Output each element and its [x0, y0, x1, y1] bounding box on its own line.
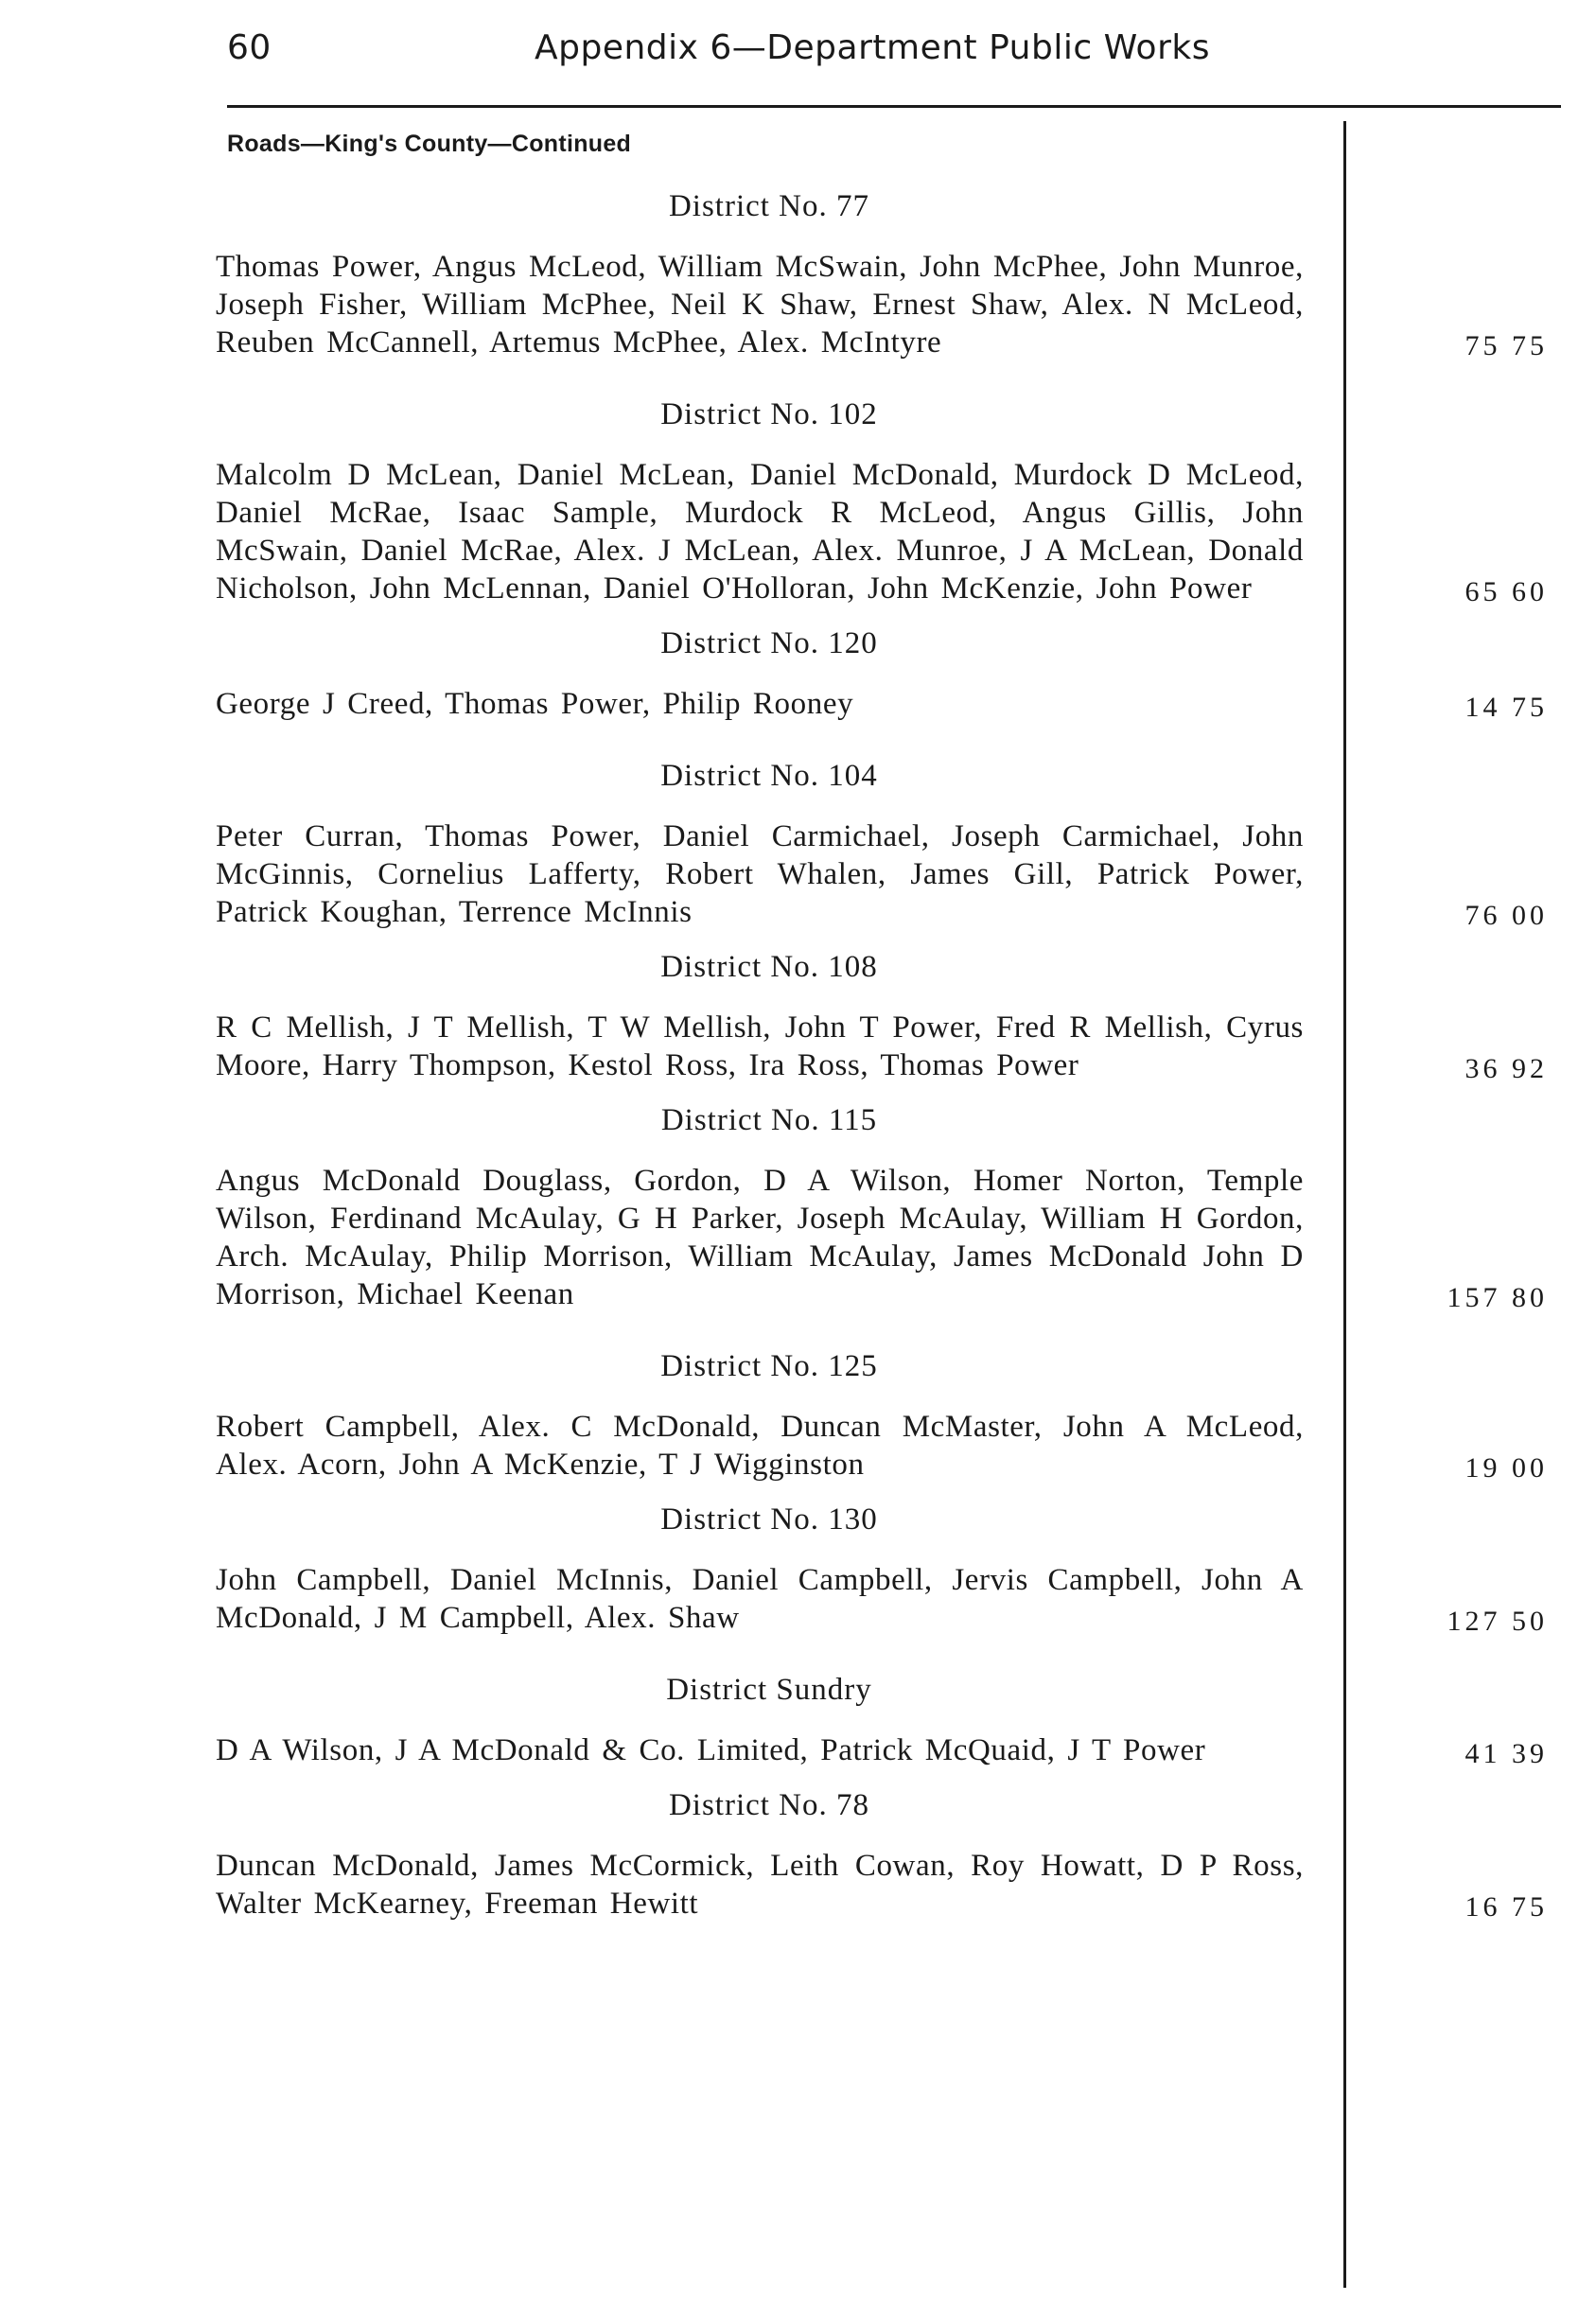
district-130 [216, 1501, 1569, 1637]
page-header [227, 28, 1552, 85]
district-120 [216, 624, 1569, 723]
district-entry [216, 456, 1569, 607]
district-names: Angus McDonald Douglass, Gordon, D A Wilson, Homer Norton, Temple Wilson, Ferdinand McAulay, G H Parker, Joseph McAulay, William H Gordon, Arch. McAulay, Philip Morrison, William McAulay, James McDonald John D Morrison, Michael Keenan [216, 1164, 1304, 1311]
district-amount: 76 00 [1464, 900, 1548, 931]
district-names: Thomas Power, Angus McLeod, William McSwain, John McPhee, John Munroe, Joseph Fisher, William McPhee, Neil K Shaw, Ernest Shaw, Alex. N McLeod, Reuben McCannell, Artemus McPhee, Alex. McIntyre [216, 250, 1304, 360]
district-names: Duncan McDonald, James McCormick, Leith Cowan, Roy Howatt, D P Ross, Walter McKearney, Freeman Hewitt [216, 1849, 1304, 1921]
district-title: District No. 104 [660, 759, 878, 793]
district-title: District No. 77 [668, 189, 870, 223]
district-title: District No. 125 [660, 1349, 878, 1383]
district-77 [216, 187, 1569, 361]
district-title: District No. 130 [660, 1502, 878, 1537]
header-rule [227, 105, 1561, 108]
district-entry [216, 1847, 1569, 1923]
district-entry [216, 1009, 1569, 1084]
district-title: District No. 120 [660, 626, 878, 660]
district-125 [216, 1347, 1569, 1484]
district-title: District No. 102 [660, 397, 878, 431]
district-title: District Sundry [666, 1673, 872, 1707]
district-amount: 65 60 [1464, 576, 1548, 607]
page-number: 60 [227, 28, 272, 67]
district-amount: 14 75 [1464, 692, 1548, 723]
district-102 [216, 395, 1569, 607]
district-names: D A Wilson, J A McDonald & Co. Limited, Patrick McQuaid, J T Power [216, 1733, 1206, 1767]
district-names: Malcolm D McLean, Daniel McLean, Daniel McDonald, Murdock D McLeod, Daniel McRae, Isaac Sample, Murdock R McLeod, Angus Gillis, John McSwain, Daniel McRae, Alex. J McLean, Alex. Munroe, J A McLean, Donald Nicholson, John McLennan, Daniel O'Holloran, John McKenzie, John Power [216, 458, 1304, 606]
district-names: Robert Campbell, Alex. C McDonald, Duncan McMaster, John A McLeod, Alex. Acorn, John A McKenzie, T J Wigginston [216, 1410, 1304, 1482]
district-amount: 19 00 [1464, 1452, 1548, 1484]
district-amount: 127 50 [1447, 1606, 1548, 1637]
district-names: George J Creed, Thomas Power, Philip Rooney [216, 687, 854, 721]
district-amount: 16 75 [1464, 1891, 1548, 1923]
district-amount: 157 80 [1447, 1282, 1548, 1313]
district-names: John Campbell, Daniel McInnis, Daniel Campbell, Jervis Campbell, John A McDonald, J M Campbell, Alex. Shaw [216, 1563, 1304, 1635]
district-entry [216, 1731, 1569, 1769]
district-sundry [216, 1671, 1569, 1769]
district-title: District No. 78 [668, 1788, 870, 1822]
district-entry [216, 1408, 1569, 1484]
district-entry [216, 685, 1569, 723]
district-entry [216, 1162, 1569, 1313]
section-heading: Roads—King's County—Continued [227, 131, 632, 157]
running-title: Appendix 6—Department Public Works [535, 28, 1210, 67]
district-entry [216, 1561, 1569, 1637]
district-78 [216, 1786, 1569, 1923]
district-title: District No. 108 [660, 950, 878, 984]
district-names: R C Mellish, J T Mellish, T W Mellish, John T Power, Fred R Mellish, Cyrus Moore, Harry Thompson, Kestol Ross, Ira Ross, Thomas Power [216, 1010, 1304, 1082]
district-names: Peter Curran, Thomas Power, Daniel Carmichael, Joseph Carmichael, John McGinnis, Cornelius Lafferty, Robert Whalen, James Gill, Patrick Power, Patrick Koughan, Terrence McInnis [216, 819, 1304, 929]
district-amount: 75 75 [1464, 330, 1548, 361]
district-entry [216, 248, 1569, 361]
district-amount: 36 92 [1464, 1053, 1548, 1084]
district-115 [216, 1101, 1569, 1313]
district-amount: 41 39 [1464, 1738, 1548, 1769]
district-108 [216, 948, 1569, 1084]
district-104 [216, 757, 1569, 931]
district-title: District No. 115 [660, 1103, 878, 1137]
districts-list [216, 187, 1569, 1923]
district-entry [216, 817, 1569, 931]
